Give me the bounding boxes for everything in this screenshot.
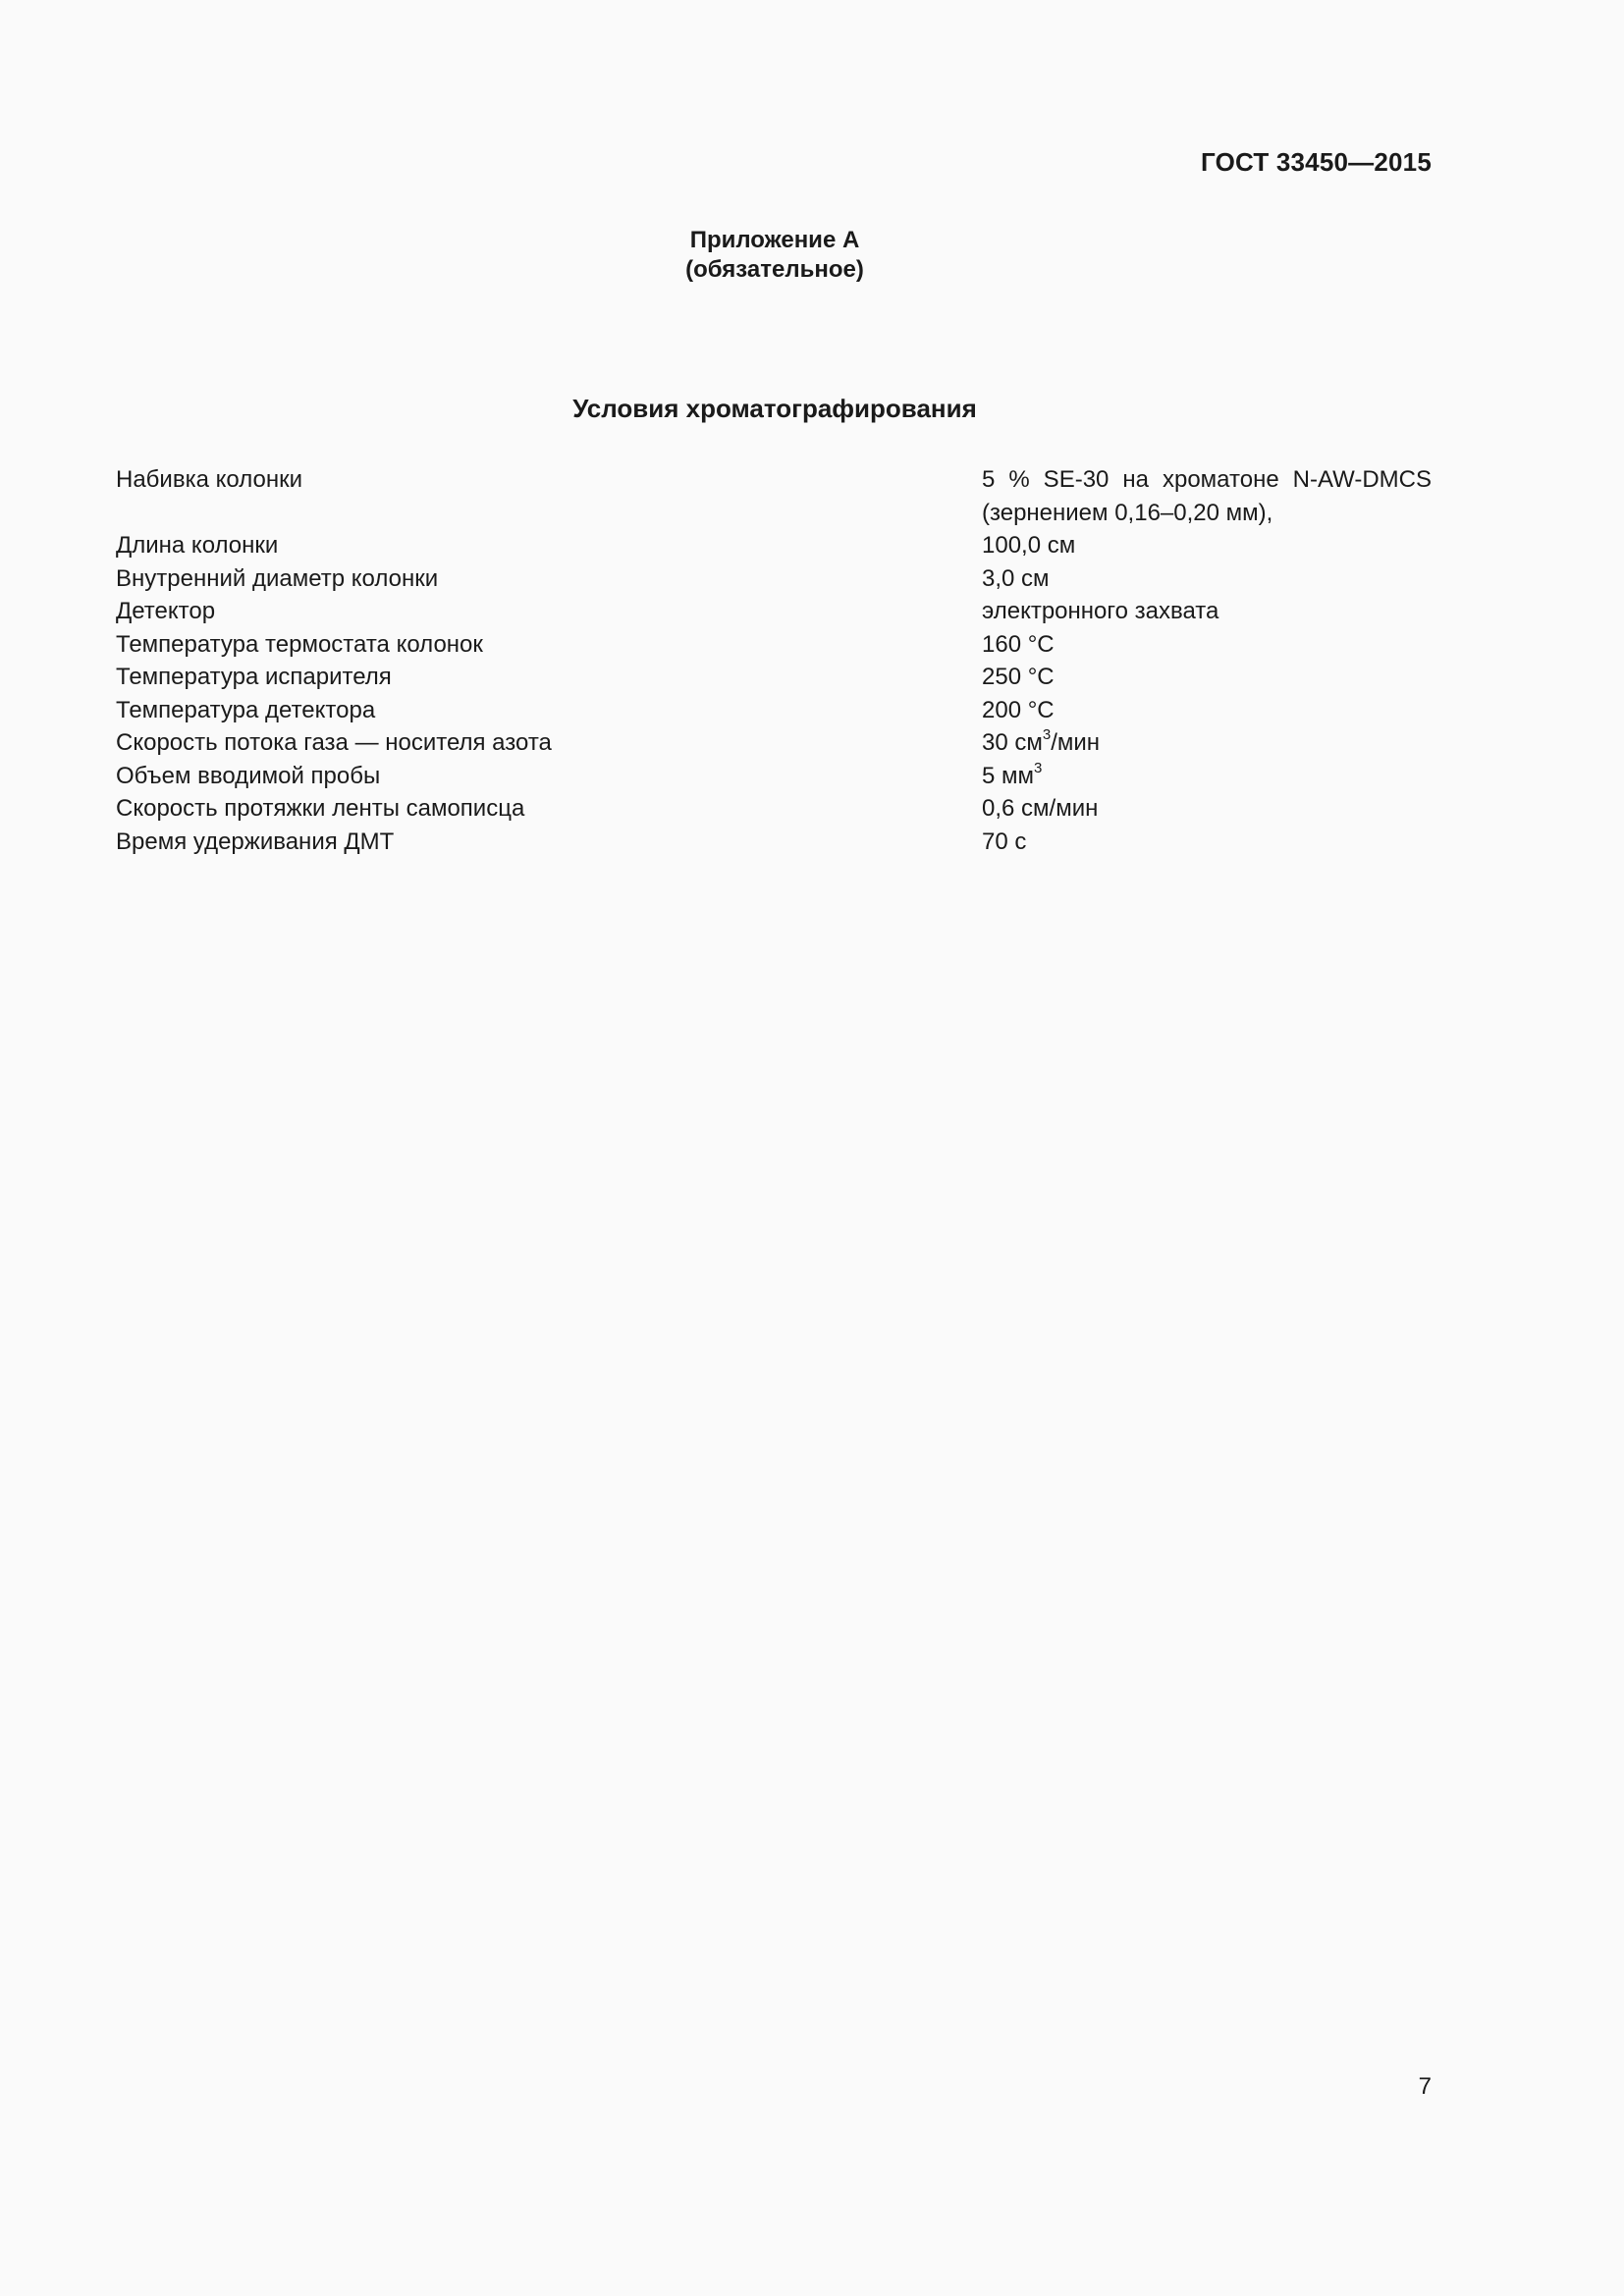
condition-value — [982, 726, 1432, 760]
condition-row — [116, 595, 1432, 628]
condition-label: Объем вводимой пробы — [116, 762, 381, 789]
condition-value: 250 °С — [982, 664, 1055, 690]
condition-label: Время удерживания ДМТ — [116, 828, 395, 855]
condition-value: 3,0 см — [982, 564, 1050, 592]
condition-value — [982, 463, 1432, 529]
condition-row — [116, 792, 1432, 826]
condition-row — [116, 529, 1432, 562]
appendix-heading — [0, 226, 1549, 285]
value-text: 5 мм — [982, 762, 1035, 789]
value-superscript: 3 — [1034, 759, 1043, 776]
condition-row — [116, 694, 1432, 727]
value-superscript: 3 — [1042, 726, 1052, 743]
condition-value-line: 5 % SE-30 на хроматоне N-AW-DMCS — [982, 466, 1432, 493]
condition-row — [116, 826, 1432, 859]
chromatography-conditions-list — [116, 463, 1432, 858]
condition-label: Длина колонки — [116, 532, 279, 559]
condition-row — [116, 562, 1432, 596]
condition-label: Температура испарителя — [116, 664, 392, 690]
condition-value-line: (зернением 0,16–0,20 мм), — [982, 499, 1273, 526]
condition-label: Набивка колонки — [116, 466, 302, 493]
condition-label: Скорость потока газа — носителя азота — [116, 729, 552, 756]
section-title: Условия хроматографирования — [572, 394, 977, 423]
condition-row — [116, 661, 1432, 694]
condition-value: 160 °С — [982, 630, 1055, 658]
condition-value: 200 °С — [982, 696, 1055, 723]
condition-label: Скорость протяжки ленты самописца — [116, 795, 525, 822]
condition-row — [116, 628, 1432, 662]
condition-row — [116, 463, 1432, 529]
condition-value: 0,6 см/мин — [982, 795, 1099, 822]
condition-row — [116, 760, 1432, 793]
appendix-title: Приложение А — [689, 227, 860, 253]
condition-value — [982, 760, 1432, 793]
document-header-code: ГОСТ 33450—2015 — [1201, 147, 1432, 177]
condition-value: электронного захвата — [982, 598, 1219, 624]
appendix-subtitle: (обязательное) — [685, 256, 864, 283]
condition-row — [116, 726, 1432, 760]
value-text: 30 см — [982, 729, 1043, 756]
condition-label: Температура термостата колонок — [116, 630, 483, 658]
condition-label: Температура детектора — [116, 696, 376, 723]
condition-value: 100,0 см — [982, 532, 1076, 559]
condition-value: 70 с — [982, 828, 1027, 855]
condition-label: Внутренний диаметр колонки — [116, 564, 439, 592]
value-text: /мин — [1051, 729, 1101, 756]
condition-label: Детектор — [116, 598, 216, 624]
page-number: 7 — [1418, 2073, 1432, 2100]
